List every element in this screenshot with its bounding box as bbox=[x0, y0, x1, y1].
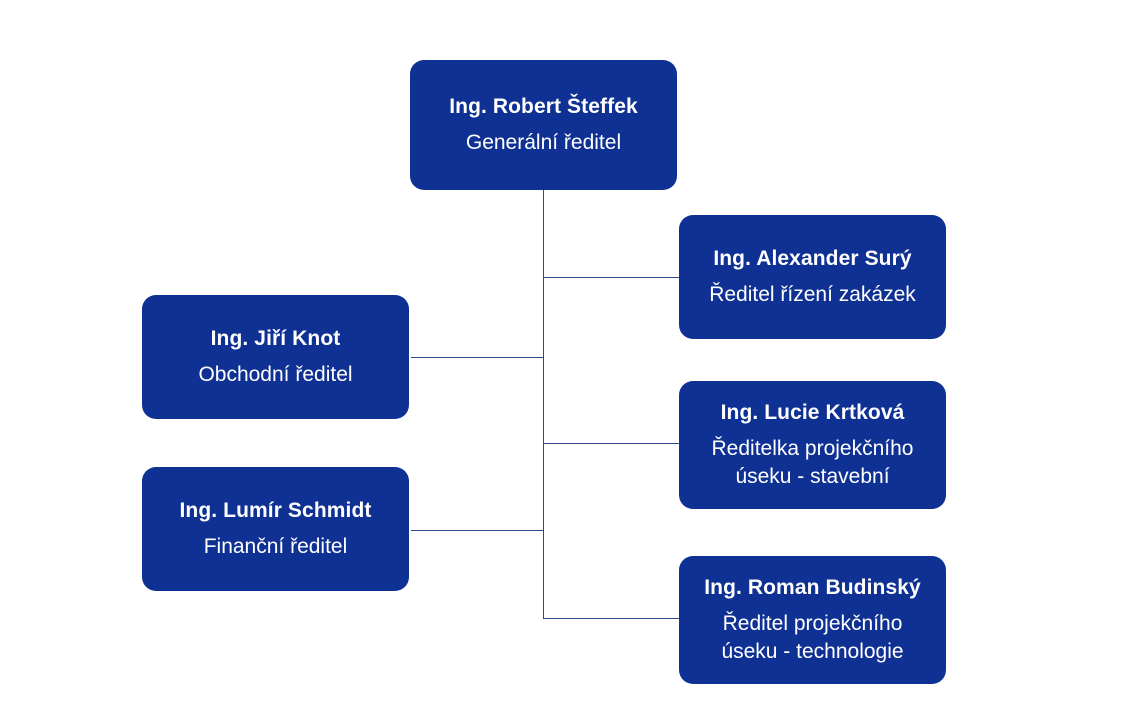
node-contracts-director-role: Ředitel řízení zakázek bbox=[709, 282, 916, 306]
node-contracts-director[interactable] bbox=[679, 215, 946, 339]
node-finance-director-role: Finanční ředitel bbox=[203, 534, 348, 558]
connector-to-finance-director bbox=[411, 530, 544, 531]
node-design-construction-director-role bbox=[712, 435, 914, 490]
node-sales-director-name: Ing. Jiří Knot bbox=[210, 327, 341, 351]
connector-to-design-construction-director bbox=[543, 443, 680, 444]
node-sales-director[interactable] bbox=[142, 295, 409, 419]
node-finance-director-name: Ing. Lumír Schmidt bbox=[179, 499, 372, 523]
node-ceo-name: Ing. Robert Šteffek bbox=[449, 95, 638, 119]
node-design-technology-director[interactable] bbox=[679, 556, 946, 684]
node-design-construction-director[interactable] bbox=[679, 381, 946, 509]
node-design-technology-director-name: Ing. Roman Budinský bbox=[704, 576, 921, 600]
node-contracts-director-name: Ing. Alexander Surý bbox=[713, 247, 912, 271]
node-ceo[interactable] bbox=[410, 60, 677, 190]
role-line-1: Ředitel projekčního bbox=[722, 612, 903, 636]
connector-to-sales-director bbox=[411, 357, 544, 358]
connector-to-design-technology-director bbox=[543, 618, 680, 619]
node-ceo-role: Generální ředitel bbox=[465, 130, 622, 154]
role-line-1: Ředitelka projekčního bbox=[711, 437, 914, 461]
node-finance-director[interactable] bbox=[142, 467, 409, 591]
role-line-2: úseku - technologie bbox=[721, 639, 904, 663]
connector-trunk-vertical bbox=[543, 190, 544, 618]
node-design-technology-director-role bbox=[721, 610, 903, 665]
node-design-construction-director-name: Ing. Lucie Krtková bbox=[720, 401, 905, 425]
role-line-2: úseku - stavební bbox=[735, 464, 890, 488]
connector-to-contracts-director bbox=[543, 277, 680, 278]
node-sales-director-role: Obchodní ředitel bbox=[198, 362, 353, 386]
